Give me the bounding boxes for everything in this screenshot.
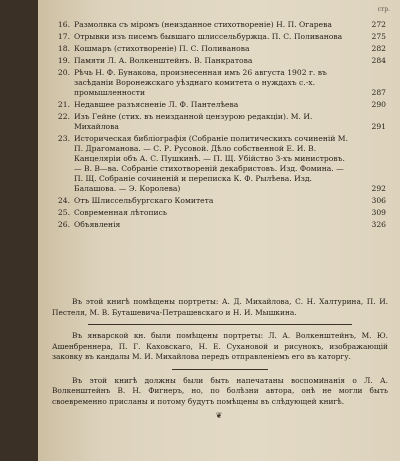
divider-rule: [88, 324, 352, 325]
toc-entry: [38, 220, 400, 230]
ornament-icon: ❦: [215, 411, 225, 420]
toc-entry-title: Отъ Шлиссельбургскаго Комитета: [74, 196, 214, 205]
toc-entry-number: 21.: [57, 100, 70, 109]
toc-entry-page: 292: [371, 184, 386, 193]
toc-entry-number: 22.: [57, 112, 70, 121]
toc-entry-title: Современная лѣтопись: [74, 208, 167, 217]
toc-entry: [38, 134, 400, 194]
toc-entry: [38, 208, 400, 218]
toc-entry-number: 24.: [57, 196, 70, 205]
toc-entry-page: 284: [371, 56, 386, 65]
toc-entry-number: 26.: [57, 220, 70, 229]
portraits-note: Въ этой книгѣ помѣщены портреты: А. Д. Михайлова, С. Н. Халтурина, П. И. Пестеля, М. В. Буташевича-Петрашевскаго и Н. И. Мышкина.: [52, 297, 388, 317]
toc-entry-number: 23.: [57, 134, 70, 143]
toc-entry-title: Изъ Гейне (стих. въ неизданной цензурою редакціи). М. И. Михайлова: [74, 112, 313, 131]
toc-entry-title: Недавшее разъясненіе Л. Ф. Пантелѣева: [74, 100, 239, 109]
toc-entry-number: 20.: [57, 68, 70, 77]
toc-entry: [38, 44, 400, 54]
toc-entry-title: Историческая библіографія (Собраніе политическихъ сочиненій М. П. Драгоманова. — С. Р. Русовой. Дѣло собственной Е. И. В. Канцеляріи объ А. С. Пушкинѣ. — П. Щ. Убійство 3-хъ министровъ. — В. В—ва. Собраніе стихотвореній декабристовъ. Изд. Фомина. — П. Щ. Собраніе сочиненій и переписка К. Ф. Рылѣева. Изд. Балашова. — Э. Королева): [74, 134, 348, 193]
toc-entry-title: Размолвка съ міромъ (неизданное стихотвореніе) Н. П. Огарева: [74, 20, 332, 29]
toc-entry-number: 18.: [57, 44, 70, 53]
toc-entry: [38, 20, 400, 30]
page-column-header: стр.: [377, 6, 390, 13]
toc-entry: [38, 56, 400, 66]
divider-rule: [172, 369, 268, 370]
toc-entry-page: 287: [371, 88, 386, 97]
toc-entry-page: 290: [371, 100, 386, 109]
toc-entry-page: 282: [371, 44, 386, 53]
toc-entry-title: Памяти Л. А. Волкенштейнъ. В. Панкратова: [74, 56, 253, 65]
toc-entry: [38, 100, 400, 110]
toc-entry-page: 291: [371, 122, 386, 131]
toc-entry-number: 19.: [57, 56, 70, 65]
book-page: [38, 0, 400, 461]
toc-entry-number: 25.: [57, 208, 70, 217]
toc-entry-title: Отрывки изъ писемъ бывшаго шлиссельбуржца. П. С. Поливанова: [74, 32, 343, 41]
toc-entry: [38, 32, 400, 42]
memoirs-note: Въ этой книгѣ должны были быть напечатаны воспоминанія о Л. А. Волкенштейнъ В. Н. Фигнеръ, но, по болѣзни автора, онѣ не могли быть своевременно присланы и потому будутъ помѣщены въ слѣдующей книгѣ.: [52, 375, 388, 406]
january-portraits-note: Въ январской кн. были помѣщены портреты: Л. А. Волкенштейнъ, М. Ю. Ашенбреннера, П. Г. Каховскаго, Н. Е. Сухановой и рисунокъ, изображающій заковку въ кандалы М. И. Михайлова передъ отправленіемъ его въ каторгу.: [52, 331, 388, 361]
toc-entry-page: 275: [371, 32, 386, 41]
toc-entry-page: 272: [371, 20, 386, 29]
table-of-contents: [38, 20, 400, 230]
toc-entry-title: Кошмаръ (стихотвореніе) П. С. Поливанова: [74, 44, 250, 53]
toc-entry-page: 326: [371, 220, 386, 229]
toc-entry: [38, 196, 400, 206]
toc-entry-page: 306: [371, 196, 386, 205]
toc-entry-number: 16.: [57, 20, 70, 29]
toc-entry: [38, 112, 400, 132]
toc-entry-number: 17.: [57, 32, 70, 41]
toc-entry-page: 309: [371, 208, 386, 217]
toc-entry: [38, 68, 400, 98]
toc-entry-title: Объявленія: [74, 220, 121, 229]
toc-entry-title: Рѣчь Н. Ф. Бунакова, произнесенная имъ 26 августа 1902 г. въ засѣданіи Воронежскаго уѣзднаго комитета о нуждахъ с.-х. промышленности: [74, 68, 327, 97]
notes-section: [52, 297, 388, 422]
